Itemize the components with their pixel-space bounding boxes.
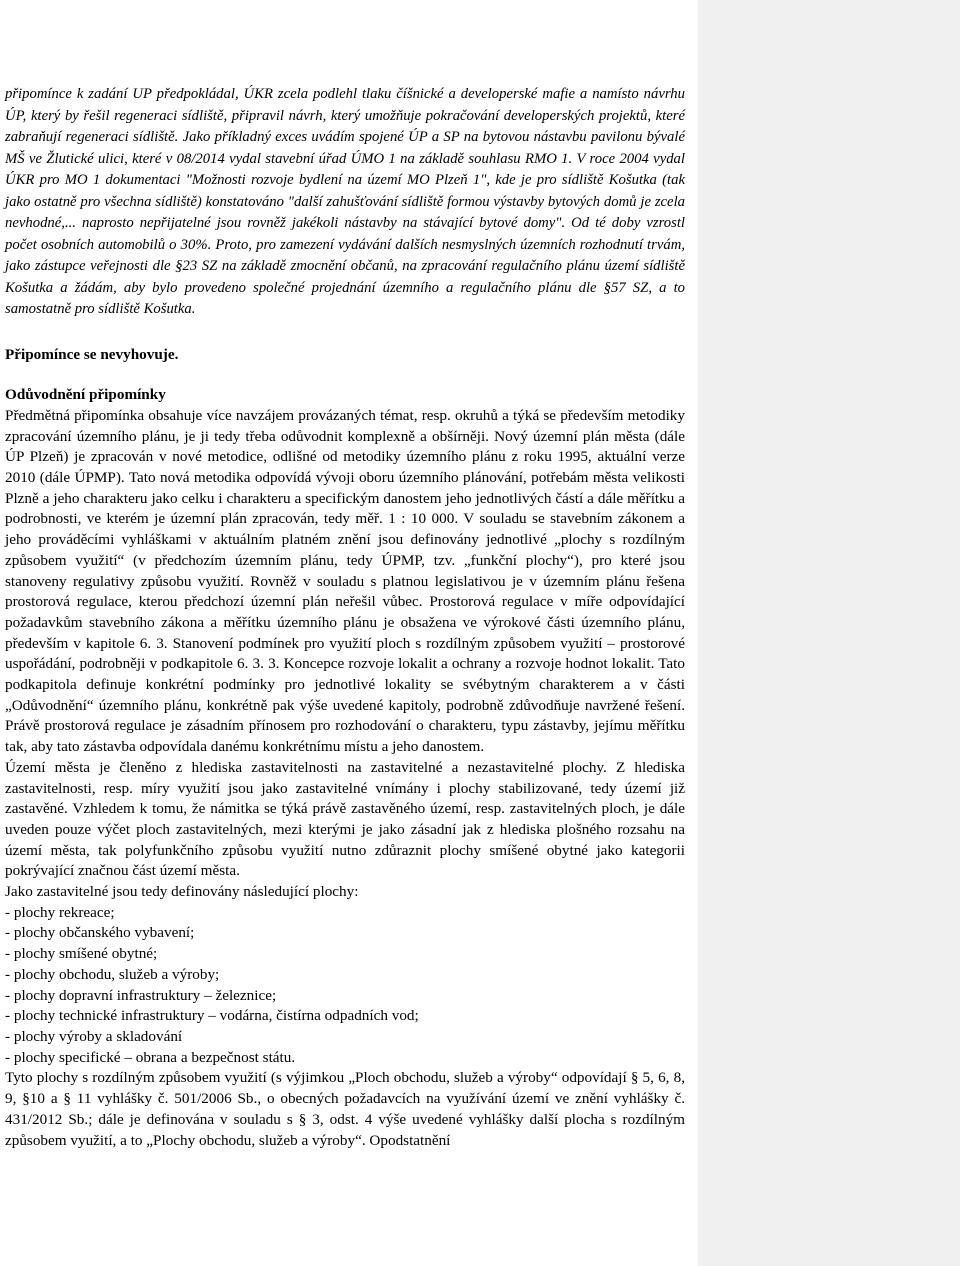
verdict: Připomínce se nevyhovuje.	[5, 345, 179, 363]
intro-paragraph: připomínce k zadání UP předpokládal, ÚKR zcela podlehl tlaku číšnické a developerské mafie a namísto návrhu ÚP, který by řešil regeneraci sídliště, připravil návrh, který umožňuje pokračování developerských projektů, které zabraňují regeneraci sídliště. Jako příkladný exces uvádím spojené ÚP a SP na bytovou nástavbu pavilonu bývalé MŠ ve Žlutické ulici, které v 08/2014 vydal stavební úřad ÚMO 1 na základě souhlasu RMO 1. V roce 2004 vydal ÚKR pro MO 1 dokumentaci "Možnosti rozvoje bydlení na území MO Plzeň 1", kde je pro sídliště Košutka (tak jako ostatně pro všechna sídliště) konstatováno "další zahušťování sídliště formou výstavby bytových domů je zcela nevhodné,... naprosto nepřijatelné jsou rovněž jakékoli nástavby na stávající bytové domy". Od té doby vzrostl počet osobních automobilů o 30%. Proto, pro zamezení vydávání dalších nesmyslných územních rozhodnutí trvám, jako zástupce veřejnosti dle §23 SZ na základě zmocnění občanů, na zpracování regulačního plánu území sídliště Košutka a žádám, aby bylo provedeno společné projednání územního a regulačního plánu dle §57 SZ, a to samostatně pro sídliště Košutka.	[5, 86, 685, 317]
list-item: - plochy smíšené obytné;	[5, 945, 158, 963]
justification-paragraph-3: Jako zastavitelné jsou tedy definovány následující plochy:	[5, 883, 359, 901]
list-item: - plochy obchodu, služeb a výroby;	[5, 965, 220, 983]
list-item: - plochy výroby a skladování	[5, 1028, 183, 1045]
comment-margin	[698, 0, 960, 1266]
document-body	[5, 84, 685, 1151]
list-item: - plochy rekreace;	[5, 903, 115, 921]
list-item: - plochy občanského vybavení;	[5, 924, 195, 942]
justification-paragraph-2: Území města je členěno z hlediska zastavitelnosti na zastavitelné a nezastavitelné plochy. Z hlediska zastavitelnosti, resp. míry využití jsou jako zastavitelné vnímány i plochy stabilizované, tedy území již zastavěné. Vzhledem k tomu, že námitka se týká právě zastavěného území, resp. zastavitelných ploch, je dále uveden pouze výčet ploch zastavitelných, mezi kterými je jako zásadní jak z hlediska plošného rozsahu na území města, tak polyfunkčního způsobu využití nutno zdůraznit plochy smíšené obytné jako kategorii pokrývající značnou část území města.	[5, 758, 685, 880]
justification-paragraph-1: Předmětná připomínka obsahuje více navzájem provázaných témat, resp. okruhů a týká se především metodiky zpracování územního plánu, je ji tedy třeba odůvodnit komplexně a obšírněji. Nový územní plán města (dále ÚP Plzeň) je zpracován v nové metodice, odlišné od metodiky územního plánu z roku 1995, aktuální verze 2010 (dále ÚPMP). Tato nová metodika odpovídá vývoji oboru územního plánování, potřebám města velikosti Plzně a jeho charakteru jako celku i charakteru a specifickým danostem jeho jednotlivých částí a dále měřítku a podrobnosti, ve kterém je územní plán zpracován, tedy měř. 1 : 10 000. V souladu se stavebním zákonem a jeho prováděcími vyhláškami v aktuálním platném znění jsou definovány jednotlivé „plochy s rozdílným způsobem využití“ (v předchozím územním plánu, tedy ÚPMP, tzv. „funkční plochy“), pro které jsou stanoveny regulativy způsobu využití. Rovněž v souladu s platnou legislativou je v územním plánu řešena prostorová regulace, kterou předchozí územní plán neřešil vůbec. Prostorová regulace v míře odpovídající požadavkům stavebního zákona a měřítku územního plánu je obsažena ve výrokové části územního plánu, především v kapitole 6. 3. Stanovení podmínek pro využití ploch s rozdílným způsobem využití – prostorové uspořádání, podrobněji v podkapitole 6. 3. 3. Koncepce rozvoje lokalit a ochrany a rozvoje hodnot lokalit. Tato podkapitola definuje konkrétní podmínky pro jednotlivé lokality se svébytným charakterem a v části „Odůvodnění“ územního plánu, konkrétně pak výše uvedené kapitoly, podrobně zdůvodňuje navržené řešení. Právě prostorová regulace je zásadním přínosem pro rozhodování o charakteru, typu zástavby, jejímu měřítku tak, aby tato zástavba odpovídala danému konkrétnímu místu a jeho danostem.	[5, 406, 685, 756]
justification-heading: Odůvodnění připomínky	[5, 386, 166, 404]
list-item: - plochy dopravní infrastruktury – železnice;	[5, 986, 277, 1004]
plot-type-list	[5, 903, 685, 1069]
list-item: - plochy specifické – obrana a bezpečnost státu.	[5, 1048, 296, 1066]
justification-paragraph-4: Tyto plochy s rozdílným způsobem využití (s výjimkou „Ploch obchodu, služeb a výroby“ odpovídají § 5, 6, 8, 9, §10 a § 11 vyhlášky č. 501/2006 Sb., o obecných požadavcích na využívání území ve znění vyhlášky č. 431/2012 Sb.; dále je definována v souladu s § 3, odst. 4 výše uvedené vyhlášky další plocha s rozdílným způsobem využití, a to „Plochy obchodu, služeb a výroby“. Opodstatnění	[5, 1069, 685, 1149]
list-item: - plochy technické infrastruktury – vodárna, čistírna odpadních vod;	[5, 1007, 419, 1025]
